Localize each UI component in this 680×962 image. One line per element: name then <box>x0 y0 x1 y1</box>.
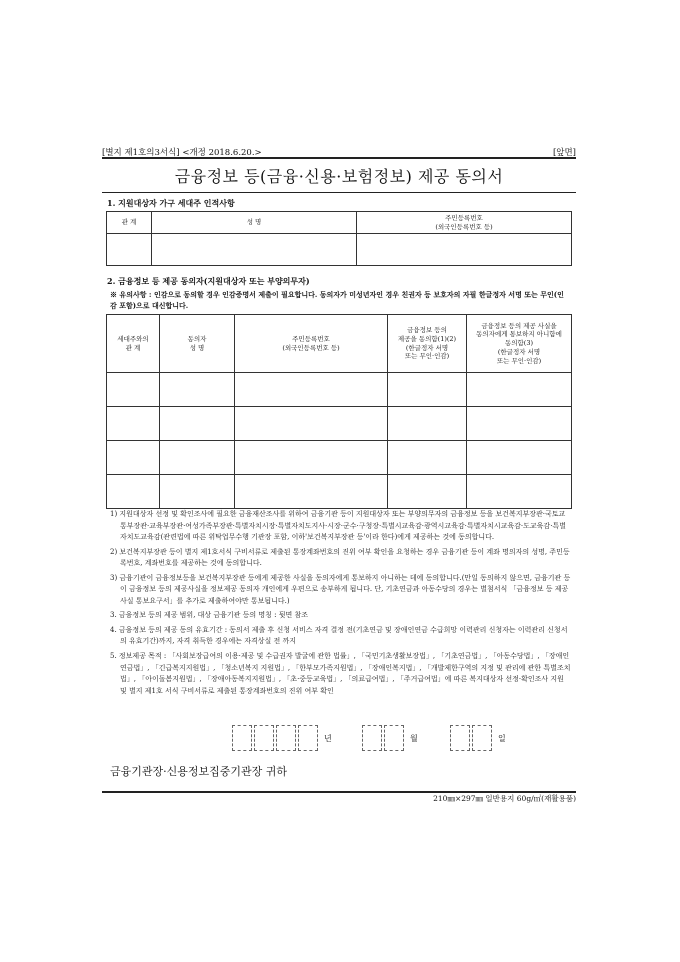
year-label: 년 <box>324 734 332 743</box>
cell[interactable] <box>235 475 388 509</box>
household-head-table <box>106 211 572 266</box>
title-divider <box>102 192 576 193</box>
cell[interactable] <box>467 407 572 441</box>
cell[interactable] <box>107 441 160 475</box>
cell[interactable] <box>235 407 388 441</box>
table-row <box>107 373 572 407</box>
addressee: 금융기관장·신용정보집중기관장 귀하 <box>110 765 288 778</box>
day-digit-box[interactable] <box>450 725 470 751</box>
page-side: [앞면] <box>552 148 576 158</box>
note-item: 2) 보건복지부장관 등이 별지 제1호서식 구비서류로 제출된 통장계좌번호의 진위 여부 확인을 요청하는 경우 금융기관 등이 계좌 명의자의 성명, 주민등록번호, 계좌번호를 제공하는 것에 동의합니다. <box>110 547 570 568</box>
cell[interactable] <box>467 441 572 475</box>
col-rrn: 주민등록번호 (외국인등록번호 등) <box>357 212 572 234</box>
col-name: 성 명 <box>152 212 357 234</box>
cell[interactable] <box>235 441 388 475</box>
notice-text: ※ 유의사항 : 인감으로 동의할 경우 인감증명서 제출이 필요합니다. 동의자가 미성년자인 경우 친권자 등 보호자의 자필 한글정자 서명 또는 무인(인감 포함)으로 대신합니다. <box>110 290 564 310</box>
cell[interactable] <box>107 407 160 441</box>
table-row <box>107 441 572 475</box>
form-id: [별지 제1호의3서식] <개정 2018.6.20.> <box>102 148 262 158</box>
cell[interactable] <box>467 373 572 407</box>
form-frame <box>102 157 576 793</box>
section1-heading: 1. 지원대상자 가구 세대주 인적사항 <box>107 198 235 208</box>
cell[interactable] <box>160 475 235 509</box>
note-item: 4. 금융정보 등의 제공 동의 유효기간 : 동의서 제출 후 신청 서비스 자격 결정 전(기초연금 및 장애인연금 수급희망 이력관리 신청자는 이력관리 신청서의 유효기간)까지, 자격 취득한 경우에는 자격상실 전 까지 <box>110 625 568 646</box>
date-entry <box>232 725 572 751</box>
note-item: 3. 금융정보 등의 제공 범위, 대상 금융기관 등의 명칭 : 뒷면 참조 <box>110 611 309 620</box>
cell[interactable] <box>160 407 235 441</box>
year-digit-box[interactable] <box>254 725 274 751</box>
cell[interactable] <box>388 441 467 475</box>
input-relation[interactable] <box>107 234 152 266</box>
day-label: 일 <box>498 734 506 743</box>
section2-heading: 2. 금융정보 등 제공 동의자(지원대상자 또는 부양의무자) <box>107 276 310 286</box>
cell[interactable] <box>107 475 160 509</box>
cell[interactable] <box>235 373 388 407</box>
col-relation: 관 계 <box>107 212 152 234</box>
note-item: 3) 금융기관이 금융정보등을 보건복지부장관 등에게 제공한 사실을 동의자에게 통보하지 아니하는 데에 동의합니다.(만일 동의하지 않으면, 금융기관 등이 금융정보 등의 제공사실을 정보제공 동의자 개인에게 우편으로 송부하게 됩니다. 단, 기초연금과 아동수당의 경우는 별첨서식 「금융정보 등 제공 사실 통보요구서」를 추가로 제출하여야만 통보됩니다.) <box>110 573 571 605</box>
consenter-table <box>106 314 572 509</box>
input-name[interactable] <box>152 234 357 266</box>
col-relation-to-head: 세대주와의 관 계 <box>107 315 160 373</box>
note-item: 1) 지원대상자 선정 및 확인조사에 필요한 금융재산조사를 위하여 금융기관 등이 지원대상자 또는 부양의무자의 금융정보 등을 보건복지부장관·국토교통부장관·교육부장관·여성가족부장관·특별자치시장·특별자치도지사·시장·군수·구청장·특별시교육감·광역시교육감·특별자치시교육감·도교육감·특별자치도교육감(관련법에 따른 위탁업무수행 기관장 포함, 이하'보건복지부장관 등'이라 한다)에게 제공하는 것에 동의합니다. <box>110 510 566 542</box>
day-digit-box[interactable] <box>472 725 492 751</box>
col-consenter-rrn: 주민등록번호 (외국인등록번호 등) <box>235 315 388 373</box>
year-digit-box[interactable] <box>232 725 252 751</box>
input-rrn[interactable] <box>357 234 572 266</box>
page-title: 금융정보 등(금융·신용·보험정보) 제공 동의서 <box>174 167 504 186</box>
month-digit-box[interactable] <box>384 725 404 751</box>
notes-section <box>110 509 572 700</box>
month-label: 월 <box>410 734 418 743</box>
cell[interactable] <box>388 373 467 407</box>
cell[interactable] <box>467 475 572 509</box>
cell[interactable] <box>388 475 467 509</box>
year-digit-box[interactable] <box>276 725 296 751</box>
paper-spec: 210㎜×297㎜ 일반용지 60g/㎡(재활용품) <box>433 794 576 803</box>
col-consent-provide: 금융정보 등의 제공을 동의함(1)(2) (한글정자 서명 또는 무인·인감) <box>388 315 467 373</box>
table-row <box>107 407 572 441</box>
table-row <box>107 475 572 509</box>
col-consenter-name: 동의자 성 명 <box>160 315 235 373</box>
note-item: 5. 정보제공 목적 : 「사회보장급여의 이용·제공 및 수급권자 발굴에 관한 법률」, 「국민기초생활보장법」, 「기초연금법」, 「아동수당법」, 「장애인연금법」, 「긴급복지지원법」, 「청소년복지 지원법」, 「한부모가족지원법」, 「장애인복지법」, 「개발제한구역의 지정 및 관리에 관한 특별조치법」, 「아이돌봄지원법」, 「장애아동복지지원법」, 「초·중등교육법」, 「의료급여법」, 「주거급여법」에 따른 복지대상자 선정·확인조사 지원 및 별지 제1호 서식 구비서류로 제출된 통장계좌번호의 진위 여부 확인 <box>110 652 571 695</box>
cell[interactable] <box>160 373 235 407</box>
col-consent-no-notice: 금융정보 등의 제공 사실을 동의자에게 통보하지 아니함에 동의함(3) (한글정자 서명 또는 무인·인감) <box>467 315 572 373</box>
month-digit-box[interactable] <box>362 725 382 751</box>
cell[interactable] <box>160 441 235 475</box>
cell[interactable] <box>107 373 160 407</box>
cell[interactable] <box>388 407 467 441</box>
year-digit-box[interactable] <box>298 725 318 751</box>
